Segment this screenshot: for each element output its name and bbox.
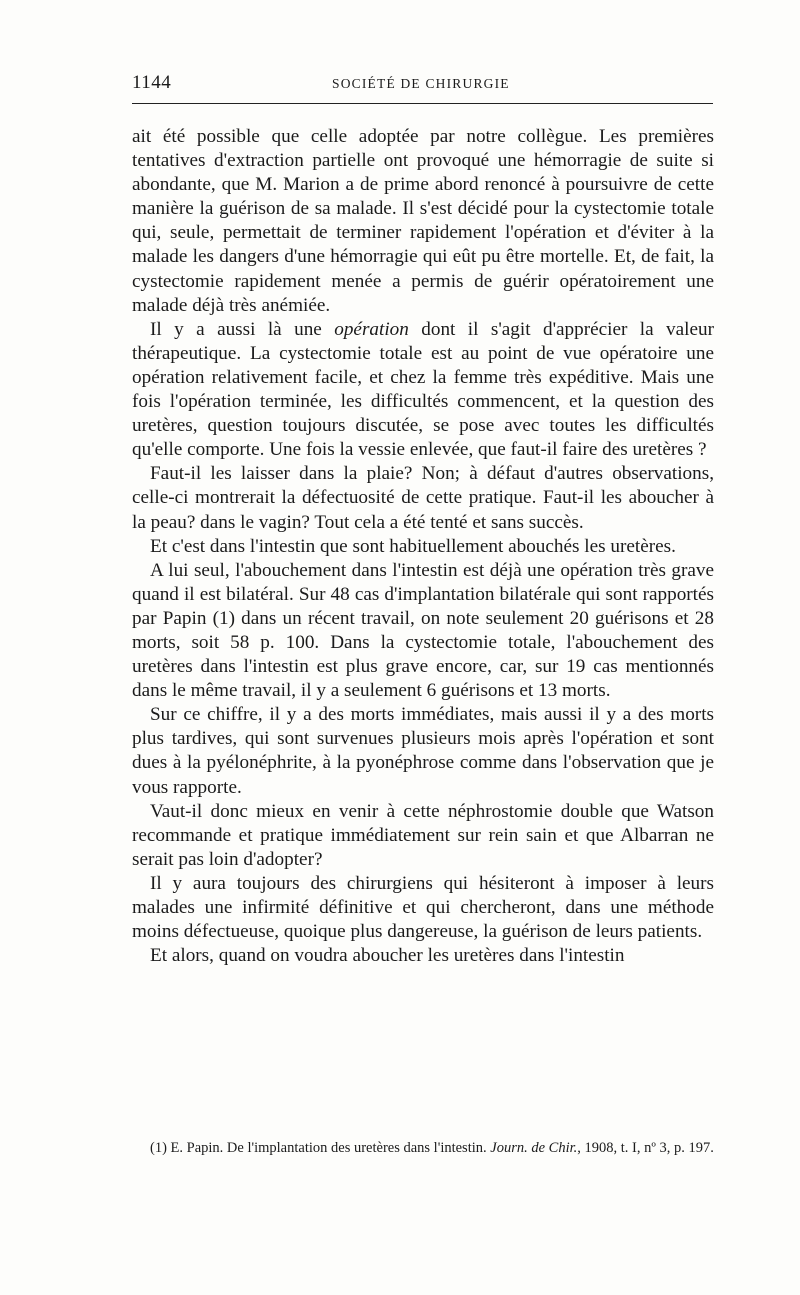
emphasis-operation: opération: [334, 318, 409, 340]
paragraph-1: [132, 125, 714, 318]
journal-title: SOCIÉTÉ DE CHIRURGIE: [332, 76, 510, 91]
paragraph-2-text-a: Il y a aussi là une: [150, 318, 335, 340]
footnote-text-b: , 1908, t. I, nº 3, p. 197.: [577, 1140, 714, 1156]
page-number: 1144: [132, 72, 172, 93]
paragraph-2-text-b: dont il s'agit d'apprécier la valeur thérapeutique. La cystectomie totale est au point de vue opératoire une opération relativement facile, et chez la femme très expéditive. Mais une fois l'opération terminée, les difficultés commencent, et la question des uretères, question toujours discutée, se pose avec toutes les difficultés qu'elle comporte. Une fois la vessie enlevée, que faut-il faire des uretères ?: [132, 318, 714, 461]
footnote-text-a: (1) E. Papin. De l'implantation des uretères dans l'intestin.: [150, 1140, 491, 1156]
paragraph-8: [132, 872, 714, 944]
paragraph-7: [132, 800, 714, 872]
paragraph-3-text: Faut-il les laisser dans la plaie? Non; à défaut d'autres observations, celle-ci montrerait la défectuosité de cette pratique. Faut-il les aboucher à la peau? dans le vagin? Tout cela a été tenté et sans succès.: [132, 463, 714, 533]
paragraph-9: [132, 944, 714, 968]
paragraph-5-text: A lui seul, l'abouchement dans l'intestin est déjà une opération très grave quand il est bilatéral. Sur 48 cas d'implantation bilatérale qui sont rapportés par Papin (1) dans un récent travail, on note seulement 20 guérisons et 28 morts, soit 58 p. 100. Dans la cystectomie totale, l'abouchement des uretères dans l'intestin est plus grave encore, car, sur 19 cas mentionnés dans le même travail, il y a seulement 6 guérisons et 13 morts.: [132, 559, 714, 702]
paragraph-1-text: ait été possible que celle adoptée par notre collègue. Les premières tentatives d'extraction partielle ont provoqué une hémorragie de suite si abondante, que M. Marion a de prime abord renoncé à poursuivre de cette manière la guérison de sa malade. Il s'est décidé pour la cystectomie totale qui, seule, permettait de terminer rapidement l'opération et d'éviter à la malade les dangers d'une hémorragie qui eût pu être mortelle. Et, de fait, la cystectomie rapidement menée a permis de guérir opératoirement une malade déjà très anémiée.: [132, 126, 714, 316]
paragraph-6-text: Sur ce chiffre, il y a des morts immédiates, mais aussi il y a des morts plus tardives, qui sont survenues plusieurs mois après l'opération et sont dues à la pyélonéphrite, à la pyonéphrose comme dans l'observation que je vous rapporte.: [132, 704, 714, 798]
paragraph-5: [132, 559, 714, 704]
footnote-journal: Journ. de Chir.: [490, 1140, 578, 1156]
paragraph-6: [132, 703, 714, 799]
body-text: [132, 125, 714, 968]
footnote-text: [132, 1138, 714, 1158]
paragraph-4: [132, 535, 714, 559]
header-rule: [132, 103, 713, 104]
paragraph-7-text: Vaut-il donc mieux en venir à cette néphrostomie double que Watson recommande et pratique immédiatement sur rein sain et que Albarran ne serait pas loin d'adopter?: [132, 800, 714, 870]
paragraph-4-text: Et c'est dans l'intestin que sont habituellement abouchés les uretères.: [150, 535, 676, 557]
paragraph-9-text: Et alors, quand on voudra aboucher les uretères dans l'intestin: [150, 945, 625, 967]
paragraph-2: [132, 318, 714, 463]
paragraph-3: [132, 462, 714, 534]
running-head: [132, 72, 712, 96]
footnote: [132, 1138, 714, 1158]
paragraph-8-text: Il y aura toujours des chirurgiens qui hésiteront à imposer à leurs malades une infirmité définitive et qui chercheront, dans une méthode moins défectueuse, quoique plus dangereuse, la guérison de leurs patients.: [132, 872, 714, 943]
